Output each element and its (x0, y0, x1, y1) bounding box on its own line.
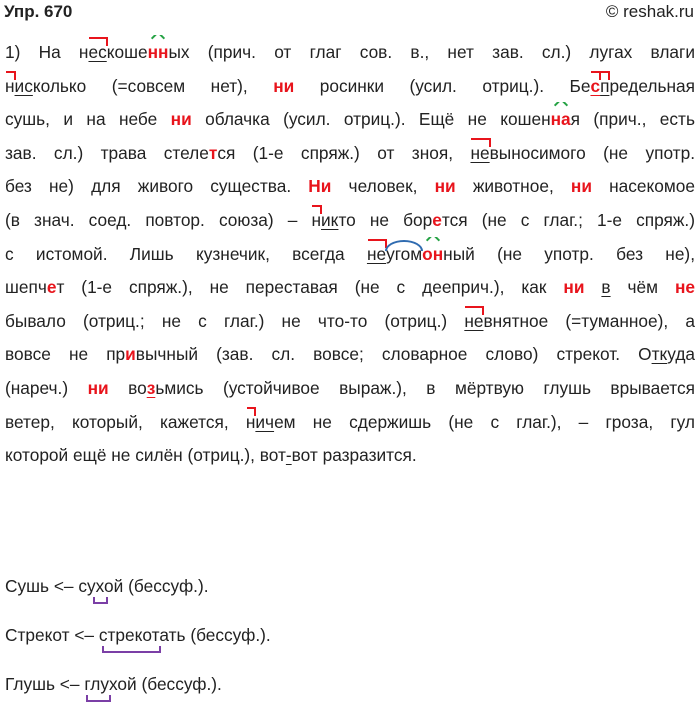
text-line: ветер, который, кажется, ничем не сдержишь (не с глаг.), – гроза, гул (5, 405, 695, 439)
derivation-note: (бессуф.). (190, 625, 271, 645)
derivation-arrow: <– (59, 674, 80, 694)
derived-word: Сушь (5, 576, 49, 596)
exercise-title: Упр. 670 (4, 2, 73, 21)
derivation-row (5, 574, 209, 598)
derived-word: Стрекот (5, 625, 70, 645)
source-word: глухой (84, 672, 136, 696)
source-credit: © reshak.ru (605, 2, 694, 21)
page-header (0, 0, 700, 26)
text-line: которой ещё не силён (отриц.), вот-вот разразится. (5, 445, 417, 466)
text-line: (в знач. соед. повтор. союза) – никто не борется (не с глаг.; 1-е спряж.) (5, 203, 695, 237)
text-line: вовсе не привычный (зав. сл. вовсе; словарное слово) стрекот. Откуда (5, 344, 695, 365)
text-line: 1) На нескошенных (прич. от глаг сов. в., нет зав. сл.) лугах влаги (5, 35, 695, 69)
ending-bracket (86, 695, 110, 702)
derivation-note: (бессуф.). (128, 576, 209, 596)
derivation-row (5, 672, 222, 696)
text-line: бывало (отриц.; не с глаг.) не что-то (отриц.) невнятное (=туманное), а (5, 304, 695, 338)
text-line: без не) для живого существа. Ни человек, ни животное, ни насекомое (5, 176, 695, 197)
text-line: с истомой. Лишь кузнечик, всегда неугомонный (не употр. без не), (5, 237, 695, 271)
text-line: сушь, и на небе ни облачка (усил. отриц.). Ещё не кошенная (прич., есть (5, 102, 695, 136)
text-line: шепчет (1-е спряж.), не переставая (не с дееприч.), как ни в чём не (5, 277, 695, 298)
source-word: сухой (78, 574, 123, 598)
text-line: нисколько (=совсем нет), ни росинки (усил. отриц.). Беспредельная (5, 69, 695, 103)
source-word: стрекотать (99, 623, 186, 647)
derivation-arrow: <– (53, 576, 74, 596)
derived-word: Глушь (5, 674, 55, 694)
derivation-row (5, 623, 271, 647)
exercise-paragraph (5, 35, 695, 472)
text-line: (нареч.) ни возьмись (устойчивое выраж.), в мёртвую глушь врывается (5, 377, 695, 398)
text-line: зав. сл.) трава стелется (1-е спряж.) от зноя, невыносимого (не употр. (5, 136, 695, 170)
derivation-arrow: <– (74, 625, 95, 645)
ending-bracket (102, 646, 161, 653)
ending-bracket (93, 597, 108, 604)
derivation-note: (бессуф.). (141, 674, 222, 694)
